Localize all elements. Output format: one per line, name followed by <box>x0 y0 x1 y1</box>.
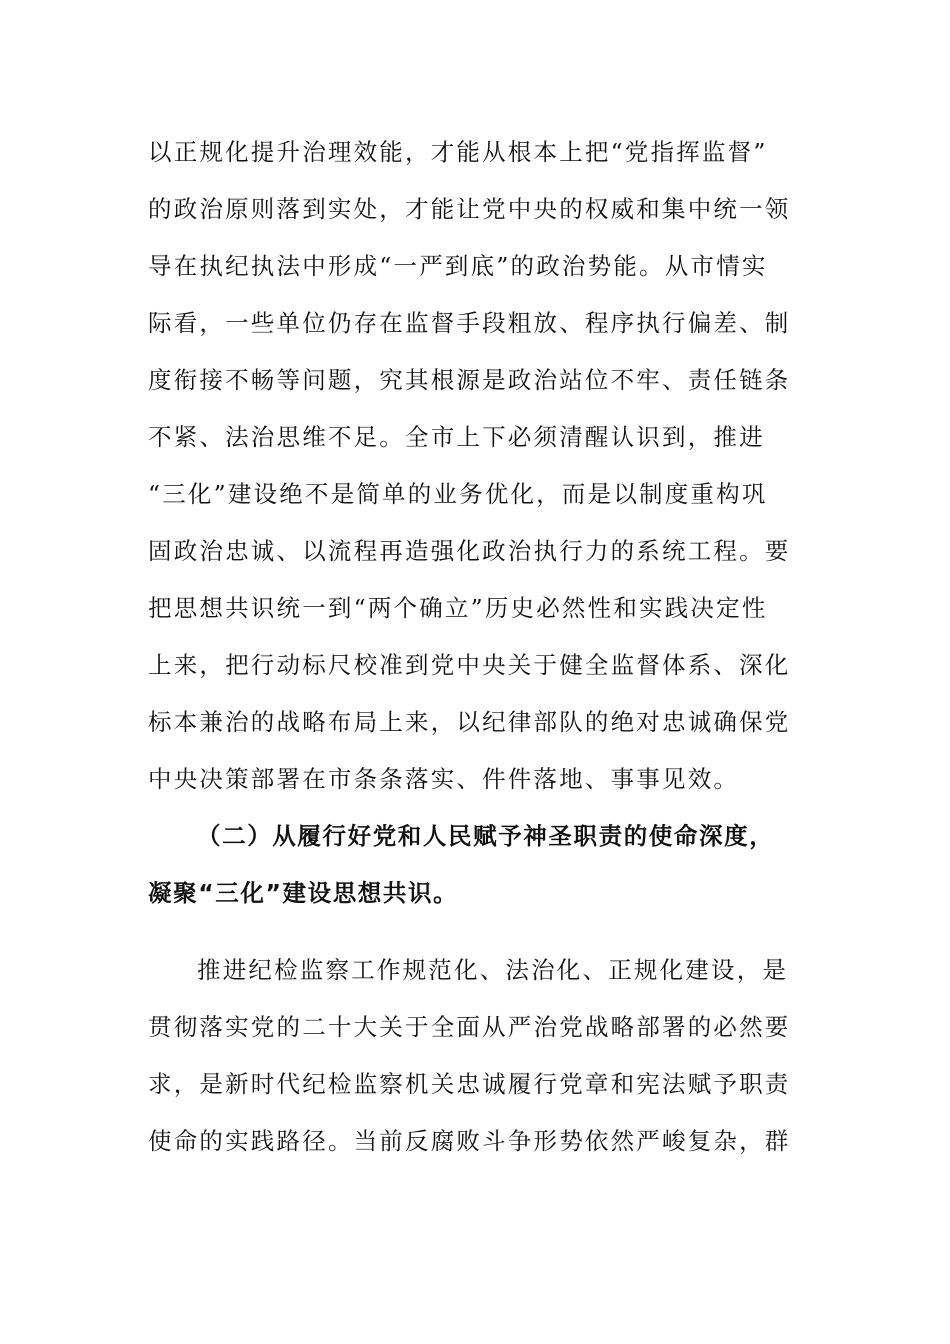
text-line: 固政治忠诚、以流程再造强化政治执行力的系统工程。要 <box>148 537 791 565</box>
text-line: 推进纪检监察工作规范化、法治化、正规化建设，是 <box>197 956 789 984</box>
heading-line: 凝聚“三化”建设思想共识。 <box>148 879 459 907</box>
text-line: 导在执纪执法中形成“一严到底”的政治势能。从市情实 <box>148 252 768 280</box>
text-line: 求，是新时代纪检监察机关忠诚履行党章和宪法赋予职责 <box>148 1070 791 1098</box>
text-line: 贯彻落实党的二十大关于全面从严治党战略部署的必然要 <box>148 1013 791 1041</box>
heading-line: （二）从履行好党和人民赋予神圣职责的使命深度， <box>197 822 775 850</box>
text-line: 上来，把行动标尺校准到党中央关于健全监督体系、深化 <box>148 651 791 679</box>
text-line: 以正规化提升治理效能，才能从根本上把“党指挥监督” <box>148 138 768 166</box>
text-line: 标本兼治的战略布局上来，以纪律部队的绝对忠诚确保党 <box>148 708 791 736</box>
text-line: 不紧、法治思维不足。全市上下必须清醒认识到，推进 <box>148 423 765 451</box>
text-line: 使命的实践路径。当前反腐败斗争形势依然严峻复杂，群 <box>148 1127 791 1155</box>
text-line: 中央决策部署在市条条落实、件件落地、事事见效。 <box>148 765 740 793</box>
text-line: “三化”建设绝不是简单的业务优化，而是以制度重构巩 <box>148 480 768 508</box>
text-line: 度衔接不畅等问题，究其根源是政治站位不牢、责任链条 <box>148 366 791 394</box>
text-line: 际看，一些单位仍存在监督手段粗放、程序执行偏差、制 <box>148 309 791 337</box>
text-line: 把思想共识统一到“两个确立”历史必然性和实践决定性 <box>148 594 768 622</box>
text-line: 的政治原则落到实处，才能让党中央的权威和集中统一领 <box>148 195 791 223</box>
